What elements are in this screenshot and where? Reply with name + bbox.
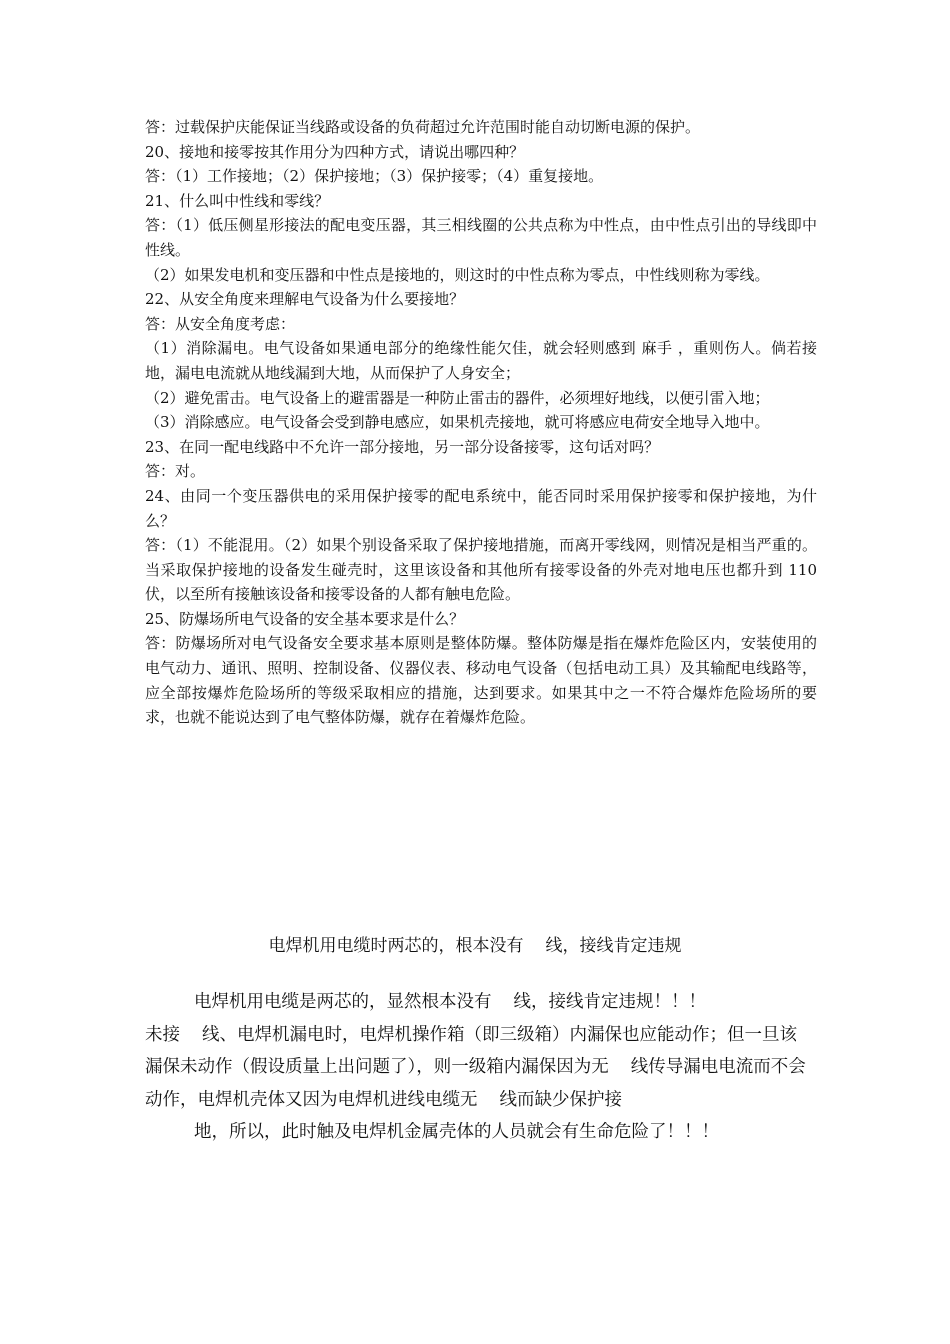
article-title-part-1: 电焊机用电缆时两芯的，根本没有 [268, 936, 524, 956]
answer-21-part-1: 答：（1）低压侧星形接法的配电变压器，其三相线圈的公共点称为中性点，由中性点引出的导线即中性线。 [145, 216, 817, 259]
answer-22-point-3: （3）消除感应。电气设备会受到静电感应，如果机壳接地，就可将感应电荷安全地导入地中。 [145, 413, 770, 432]
answer-21-part-2: （2）如果发电机和变压器和中性点是接地的，则这时的中性点称为零点，中性线则称为零线。 [145, 265, 770, 284]
article-body [145, 986, 809, 1149]
article-paragraph-3: 地，所以，此时触及电焊机金属壳体的人员就会有生命危险了！！！ [194, 1122, 719, 1142]
answer-25: 答：防爆场所对电气设备安全要求基本原则是整体防爆。整体防爆是指在爆炸危险区内，安装使用的电气动力、通讯、照明、控制设备、仪器仪表、移动电气设备（包括电动工具）及其输配电线路等，应全部按爆炸危险场所的等级采取相应的措施，达到要求。如果其中之一不符合爆炸危险场所的要求，也就不能说达到了电气整体防爆，就存在着爆炸危险。 [145, 634, 817, 727]
qa-section [145, 115, 817, 730]
question-23: 23、在同一配电线路中不允许一部分接地，另一部分设备接零，这句话对吗？ [145, 437, 660, 456]
answer-20: 答：（1）工作接地；（2）保护接地；（3）保护接零；（4）重复接地。 [145, 167, 604, 186]
article-paragraph-1 [145, 986, 809, 1019]
question-22: 22、从安全角度来理解电气设备为什么要接地？ [145, 290, 465, 309]
article-title-part-2: 线，接线肯定违规 [545, 936, 682, 956]
answer-19: 答：过载保护庆能保证当线路或设备的负荷超过允许范围时能自动切断电源的保护。 [145, 118, 701, 136]
answer-24: 答：（1）不能混用。（2）如果个别设备采取了保护接地措施，而离开零线网，则情况是相当严重的。当采取保护接地的设备发生碰壳时，这里该设备和其他所有接零设备的外壳对地电压也都升到 110 伏，以至所有接触该设备和接零设备的人都有触电危险。 [145, 536, 817, 604]
article-text: 未接 [145, 1024, 180, 1045]
answer-22-point-1: （1）消除漏电。电气设备如果通电部分的绝缘性能欠佳，就会轻则感到 麻手 ，重则伤人。倘若接地，漏电电流就从地线漏到大地，从而保护了人身安全； [145, 339, 817, 382]
article-text: 线，接线肯定违规！！！ [513, 992, 706, 1012]
answer-23: 答：对。 [145, 462, 206, 481]
article-text: 线传导漏电电流而不会动作，电焊机壳体又因为电焊机进线电缆无 [145, 1057, 806, 1110]
article-text: 线而缺少保护接 [499, 1089, 622, 1110]
question-24: 24、由同一个变压器供电的采用保护接零的配电系统中，能否同时采用保护接零和保护接地，为什么？ [145, 486, 817, 530]
article-text: 线、电焊机漏电时，电焊机操作箱（即三级箱）内漏保也应能动作；但一旦该漏保未动作（假设质量上出问题了），则一级箱内漏保因为无 [145, 1024, 797, 1077]
article-paragraph-2 [145, 1019, 809, 1117]
question-25: 25、防爆场所电气设备的安全基本要求是什么？ [145, 609, 465, 628]
question-20: 20、接地和接零按其作用分为四种方式，请说出哪四种？ [145, 142, 525, 161]
answer-22-point-2: （2）避免雷击。电气设备上的避雷器是一种防止雷击的器件，必须埋好地线，以便引雷入地； [145, 388, 770, 407]
article-title [145, 931, 805, 961]
answer-22-intro: 答：从安全角度考虑： [145, 314, 296, 333]
article-text: 电焊机用电缆是两芯的，显然根本没有 [194, 992, 492, 1012]
question-21: 21、什么叫中性线和零线？ [145, 191, 330, 210]
